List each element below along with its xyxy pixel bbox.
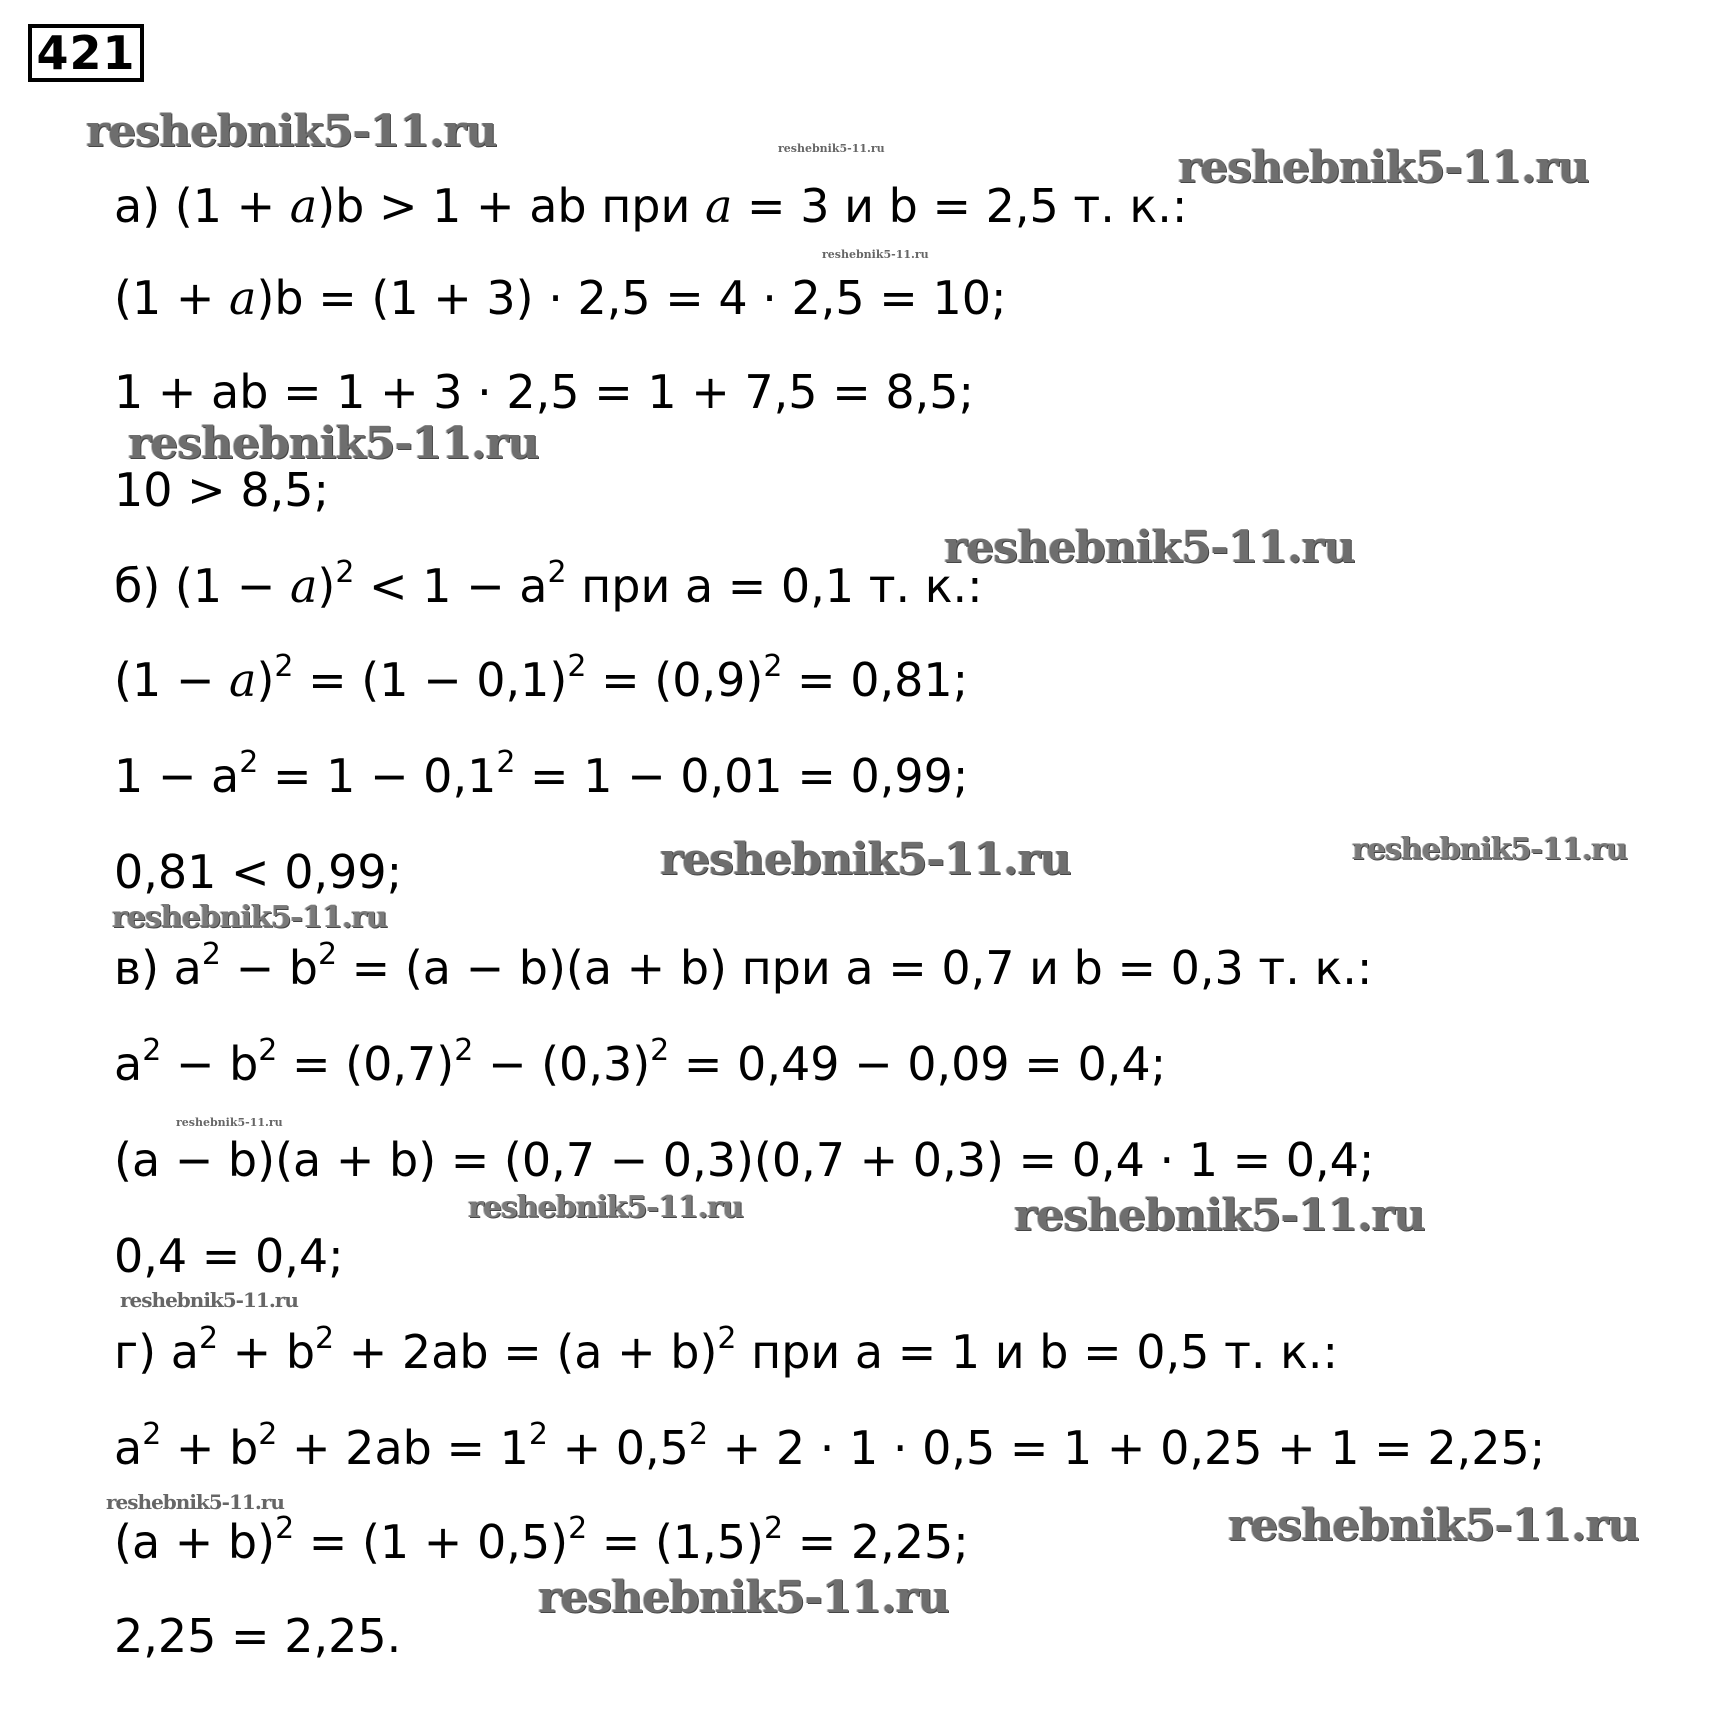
part-b-step-1: $(1 - a)^2 = (1 - 0,1)^2 = (0,9)^2 = 0,81$; (114, 648, 969, 707)
watermark: reshebnik5-11.ru (1228, 1500, 1639, 1551)
watermark: reshebnik5-11.ru (1352, 832, 1627, 867)
watermark: reshebnik5-11.ru (660, 834, 1071, 885)
watermark: reshebnik5-11.ru (538, 1572, 949, 1623)
task-number-box (28, 24, 144, 82)
part-g-step-2: $(a + b)^2 = (1 + 0,5)^2 = (1,5)^2 = 2,25$; (114, 1510, 969, 1569)
watermark: reshebnik5-11.ru (944, 522, 1355, 573)
task-number: 421 (36, 26, 136, 80)
part-a-statement: а) (1 + a)b > 1 + ab при a = 3 и b = 2,5 т. к.: (114, 179, 1188, 233)
watermark: reshebnik5-11.ru (778, 142, 885, 155)
watermark: reshebnik5-11.ru (112, 900, 387, 935)
part-g-statement: г) $a^2 + b^2 + 2ab = (a + b)^2$ при a = 1 и b = 0,5 т. к.: (114, 1320, 1339, 1379)
part-b-step-2: $1 - a^2 = 1 - 0,1^2 = 1 - 0,01 = 0,99$; (114, 744, 969, 803)
part-a-step-1: (1 + a)b = (1 + 3) · 2,5 = 4 · 2,5 = 10; (114, 271, 1007, 325)
watermark: reshebnik5-11.ru (128, 418, 539, 469)
part-v-statement: в) $a^2 - b^2 = (a - b)(a + b)$ при a = 0,7 и b = 0,3 т. к.: (114, 936, 1373, 995)
part-v-step-1: $a^2 - b^2 = (0,7)^2 - (0,3)^2 = 0,49 - 0,09 = 0,4$; (114, 1032, 1167, 1091)
watermark: reshebnik5-11.ru (86, 106, 497, 157)
part-b-conclusion: 0,81 < 0,99; (114, 845, 403, 899)
part-v-step-2: (a − b)(a + b) = (0,7 − 0,3)(0,7 + 0,3) = 0,4 · 1 = 0,4; (114, 1133, 1375, 1187)
part-a-conclusion: 10 > 8,5; (114, 463, 329, 517)
watermark: reshebnik5-11.ru (468, 1190, 743, 1225)
watermark: reshebnik5-11.ru (106, 1490, 284, 1514)
watermark: reshebnik5-11.ru (120, 1288, 298, 1312)
watermark: reshebnik5-11.ru (176, 1116, 283, 1129)
watermark: reshebnik5-11.ru (822, 248, 929, 261)
watermark: reshebnik5-11.ru (1014, 1190, 1425, 1241)
watermark: reshebnik5-11.ru (1178, 142, 1589, 193)
part-g-step-1: $a^2 + b^2 + 2ab = 1^2 + 0,5^2 + 2 \cdot 1 \cdot 0,5 = 1 + 0,25 + 1 = 2,25$; (114, 1416, 1546, 1475)
part-b-statement: б) $(1 - a)^2 < 1 - a^2$ при a = 0,1 т. к.: (114, 554, 983, 613)
part-g-conclusion: 2,25 = 2,25. (114, 1609, 402, 1663)
part-a-step-2: 1 + ab = 1 + 3 · 2,5 = 1 + 7,5 = 8,5; (114, 365, 975, 419)
part-v-conclusion: 0,4 = 0,4; (114, 1229, 344, 1283)
